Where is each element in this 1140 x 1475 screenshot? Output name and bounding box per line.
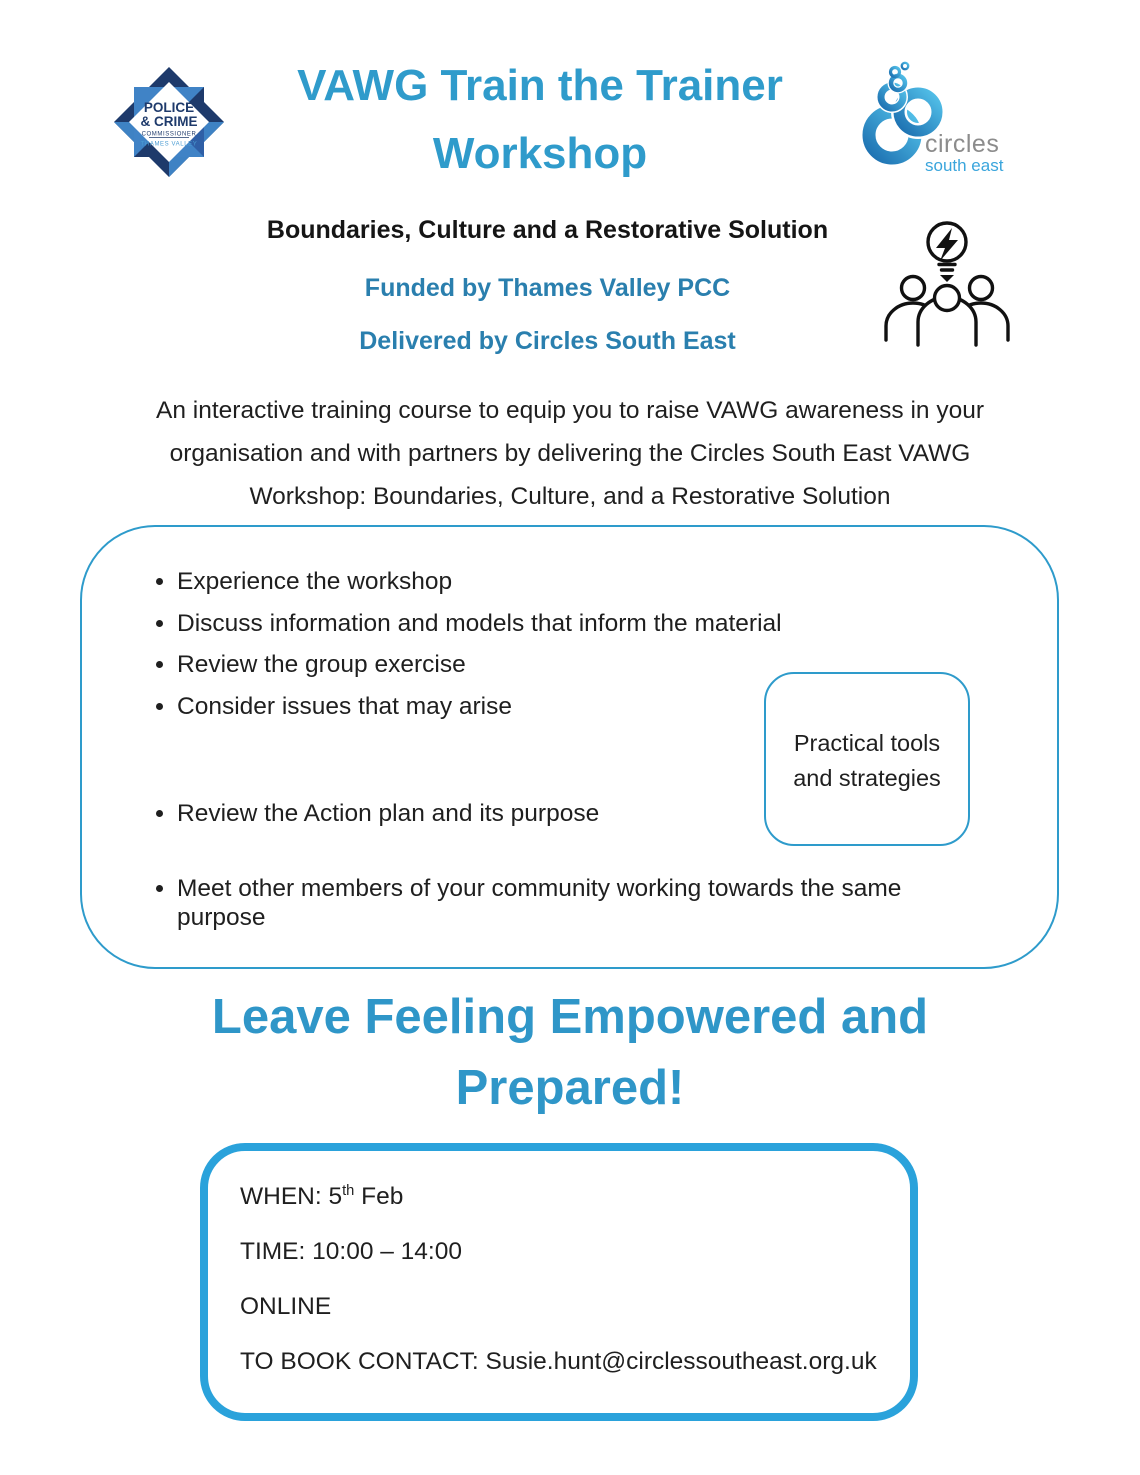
circles-logo-name: circles [925,130,1000,158]
pcc-star-icon [113,66,225,178]
subtitle: Boundaries, Culture and a Restorative Solution [266,216,829,244]
booking-when [240,1177,878,1211]
callout-line2: and strategies [793,765,941,791]
funded-by-line: Funded by Thames Valley PCC [364,274,731,302]
bullet-item: • Review the Action plan and its purpose [177,799,917,828]
team-idea-icon [882,216,1012,351]
banner-line1: Leave Feeling Empowered and [211,990,929,1044]
callout-line1: Practical tools [793,730,941,756]
intro-line: An interactive training course to equip you to raise VAWG awareness in your [156,397,984,424]
pcc-logo-text-commissioner: COMMISSIONER [141,131,197,138]
circles-rings-icon [845,58,1010,180]
action-plan-bullet [145,799,917,828]
page-title-line1: VAWG Train the Trainer [297,61,783,110]
booking-time: TIME: 10:00 – 14:00 [240,1238,462,1266]
pcc-logo-text-police: POLICE [143,100,195,115]
delivered-by-line: Delivered by Circles South East [359,327,736,355]
intro-paragraph [0,389,1140,518]
booking-contact: TO BOOK CONTACT: Susie.hunt@circlessoutheast.org.uk [240,1348,877,1376]
banner-heading [0,990,1140,1115]
pcc-logo-text-crime: & CRIME [140,114,198,129]
bullet-item: • Discuss information and models that inform the material [177,609,917,638]
community-bullet [145,874,987,932]
circles-logo-region: south east [925,156,1004,175]
pcc-logo-text-thames-valley: THAMES VALLEY [140,141,198,148]
booking-when-ordinal: th [342,1183,355,1199]
booking-box [200,1143,918,1421]
booking-format: ONLINE [240,1293,332,1321]
page-title [230,61,850,178]
booking-when-suffix: Feb [354,1183,404,1211]
banner-line2: Prepared! [455,1061,685,1115]
page-title-line2: Workshop [432,129,648,178]
bullet-item: • Review the group exercise [177,650,917,679]
intro-line: Workshop: Boundaries, Culture, and a Restorative Solution [249,483,891,510]
intro-line: organisation and with partners by delivering the Circles South East VAWG [169,440,971,467]
bullet-item: • Consider issues that may arise [177,692,917,721]
bullet-item: • Experience the workshop [177,567,917,596]
bullet-item: • Meet other members of your community working towards the same purpose [177,874,987,932]
booking-when-prefix: WHEN: 5 [240,1183,343,1211]
